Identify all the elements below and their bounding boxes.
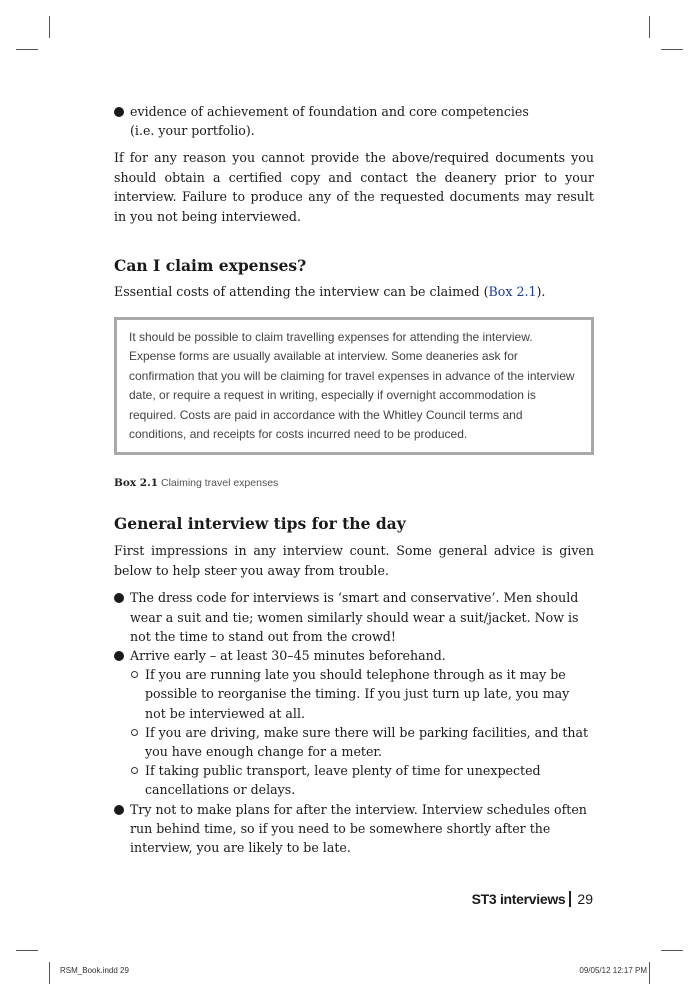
paragraph: Essential costs of attending the interview can be claimed (Box 2.1). [114,284,546,300]
sub-list-item: If taking public transport, leave plenty of time for unexpected cancellations or delays. [130,761,594,799]
crop-mark [649,16,650,38]
slug-file: RSM_Book.indd 29 [60,966,129,975]
crop-mark [49,962,50,984]
info-box [114,317,594,455]
bullet-icon [114,805,124,815]
list-item: The dress code for interviews is ‘smart and conservative’. Men should wear a suit and tie; women similarly should wear a suit/jacket. Now is not the time to stand out from the crowd! [114,588,594,646]
paragraph: First impressions in any interview count. Some general advice is given below to help steer you away from trouble. [114,543,594,578]
box-reference-link[interactable]: Box 2.1 [488,284,537,300]
intro-bullet-list [114,102,594,140]
tips-list [114,588,594,857]
crop-mark [649,962,650,984]
sub-bullet-icon [131,767,138,774]
bullet-icon [114,593,124,603]
sub-list-item: If you are running late you should telephone through as it may be possible to reorganise the timing. If you just turn up late, you may not be interviewed at all. [130,665,594,723]
list-item: Try not to make plans for after the interview. Interview schedules often run behind time, so if you need to be somewhere shortly after the interview, you are likely to be late. [114,800,594,858]
info-box-text: It should be possible to claim travelling expenses for attending the interview. Expense forms are usually available at interview. Some deaneries ask for confirmation that you will be claiming for travel expenses in advance of the interview date, or require a request in writing, especially if overnight accommodation is required. Costs are paid in accordance with the Whitley Council terms and conditions, and receipts for costs incurred need to be produced. [129,329,575,441]
section-heading: General interview tips for the day [114,514,406,534]
crop-mark [661,49,683,50]
crop-mark [16,49,38,50]
caption-text: Claiming travel expenses [158,477,279,490]
crop-mark [16,950,38,951]
list-item: evidence of achievement of foundation and core competencies (i.e. your portfolio). [114,102,594,140]
running-title: ST3 interviews [471,891,566,907]
crop-mark [661,950,683,951]
box-caption [114,477,594,489]
page-body [114,100,594,857]
sub-list [130,665,594,799]
bullet-icon [114,107,124,117]
sub-bullet-icon [131,729,138,736]
page-number: 29 [577,891,593,907]
page-footer [472,889,593,909]
crop-mark [49,16,50,38]
caption-label: Box 2.1 [114,477,159,490]
bullet-icon [114,651,124,661]
sub-list-item: If you are driving, make sure there will be parking facilities, and that you have enough change for a meter. [130,723,594,761]
paragraph: If for any reason you cannot provide the above/required documents you should obtain a certified copy and contact the deanery prior to your interview. Failure to produce any of the requested documents may result in you not being interviewed. [114,150,594,224]
list-item: Arrive early – at least 30–45 minutes beforehand. If you are running late you should telephone through as it may be possible to reorganise the timing. If you just turn up late, you may not be interviewed at all. If you are driving, make sure there will be parking facilities, and that you have enough change for a meter. If taking public transport, leave plenty of time for unexpected cancellations or delays. [114,646,594,800]
slug-date: 09/05/12 12:17 PM [579,966,647,975]
footer-divider [569,891,571,907]
section-heading: Can I claim expenses? [114,256,307,276]
sub-bullet-icon [131,671,138,678]
